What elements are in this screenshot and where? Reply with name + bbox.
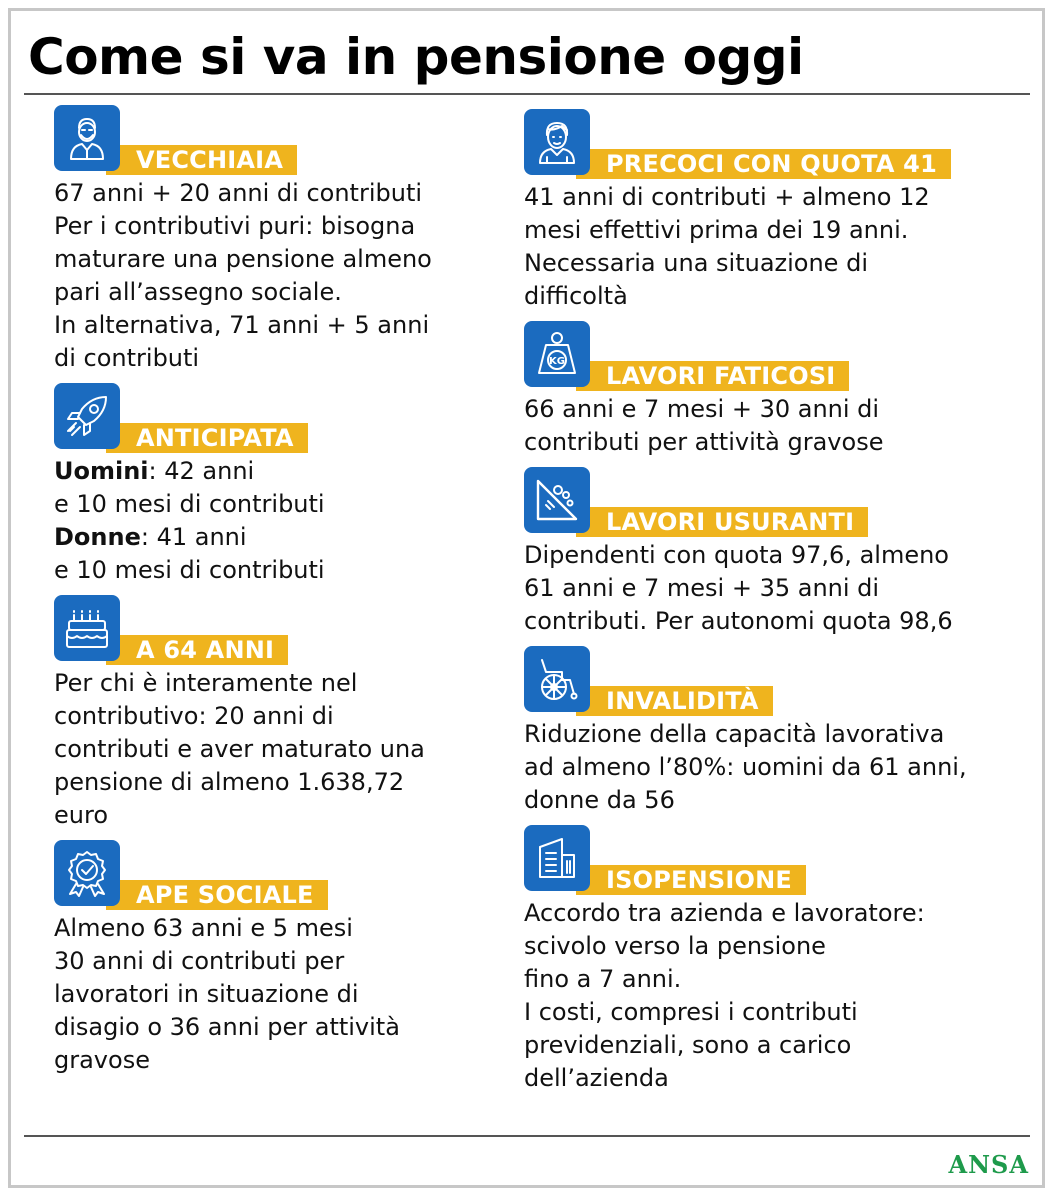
section-label: ANTICIPATA xyxy=(106,423,308,453)
section-label: ISOPENSIONE xyxy=(576,865,806,895)
section-isopensione xyxy=(524,825,994,1095)
kg-text: KG xyxy=(549,356,565,367)
birthday-cake-icon xyxy=(54,595,120,661)
office-building-icon xyxy=(524,825,590,891)
section-text: 67 anni + 20 anni di contributi Per i contributivi puri: bisogna maturare una pensione almeno pari all’assegno sociale. In alternativa, 71 anni + 5 anni di contributi xyxy=(54,179,432,372)
section-label: LAVORI FATICOSI xyxy=(576,361,849,391)
falling-rocks-icon xyxy=(524,467,590,533)
section-text: Accordo tra azienda e lavoratore: scivolo verso la pensione fino a 7 anni. I costi, compresi i contributi previdenziali, sono a carico dell’azienda xyxy=(524,899,925,1092)
kg-weight-icon xyxy=(524,321,590,387)
section-label: PRECOCI CON QUOTA 41 xyxy=(576,149,951,179)
section-vecchiaia xyxy=(54,105,524,375)
elderly-man-icon xyxy=(54,105,120,171)
section-lavori-faticosi xyxy=(524,321,994,459)
section-text: Uomini: 42 anni e 10 mesi di contributi Donne: 41 anni e 10 mesi di contributi xyxy=(54,457,325,584)
section-a-64-anni xyxy=(54,595,524,832)
section-text: Dipendenti con quota 97,6, almeno 61 anni e 7 mesi + 35 anni di contributi. Per autonomi quota 98,6 xyxy=(524,541,953,635)
bottom-divider xyxy=(24,1135,1030,1137)
section-text: Riduzione della capacità lavorativa ad almeno l’80%: uomini da 61 anni, donne da 56 xyxy=(524,720,967,814)
section-text: Almeno 63 anni e 5 mesi 30 anni di contributi per lavoratori in situazione di disagio o 36 anni per attività gravose xyxy=(54,914,400,1074)
top-divider xyxy=(24,93,1030,95)
page-title: Come si va in pensione oggi xyxy=(28,28,804,86)
section-label: APE SOCIALE xyxy=(106,880,328,910)
section-label: LAVORI USURANTI xyxy=(576,507,868,537)
section-label: INVALIDITÀ xyxy=(576,686,773,716)
right-column xyxy=(524,109,994,1095)
award-badge-icon xyxy=(54,840,120,906)
section-label: A 64 ANNI xyxy=(106,635,288,665)
section-lavori-usuranti xyxy=(524,467,994,638)
section-text: 41 anni di contributi + almeno 12 mesi effettivi prima dei 19 anni. Necessaria una situazione di difficoltà xyxy=(524,183,930,310)
young-man-icon xyxy=(524,109,590,175)
section-ape-sociale xyxy=(54,840,524,1077)
section-anticipata xyxy=(54,383,524,587)
section-precoci xyxy=(524,109,994,313)
section-label: VECCHIAIA xyxy=(106,145,297,175)
left-column xyxy=(54,105,524,1077)
section-text: Per chi è interamente nel contributivo: 20 anni di contributi e aver maturato una pensione di almeno 1.638,72 euro xyxy=(54,669,425,829)
rocket-icon xyxy=(54,383,120,449)
ansa-logo: ANSA xyxy=(948,1150,1029,1179)
wheelchair-icon xyxy=(524,646,590,712)
section-invalidita xyxy=(524,646,994,817)
section-text: 66 anni e 7 mesi + 30 anni di contributi per attività gravose xyxy=(524,395,884,456)
